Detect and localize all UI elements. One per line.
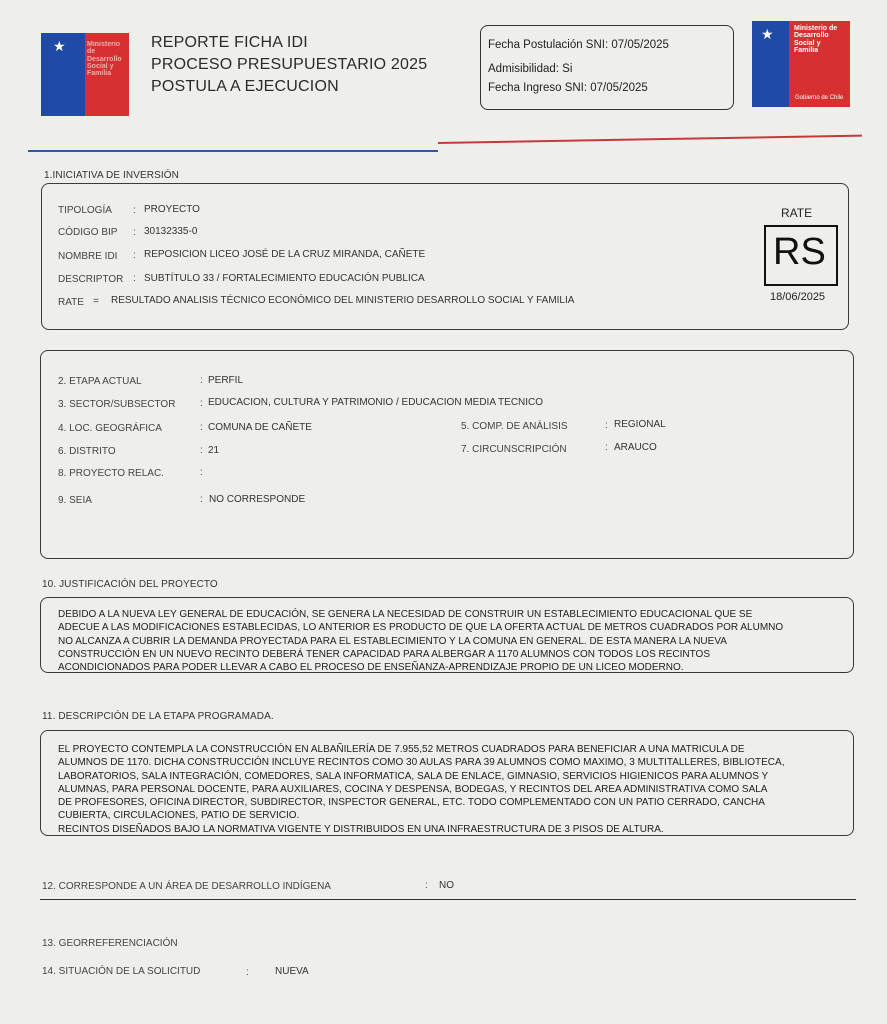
circunscripcion-label: 7. CIRCUNSCRIPCIÓN: [461, 444, 567, 455]
rate-label: RATE: [58, 297, 84, 308]
justification-line: DEBIDO A LA NUEVA LEY GENERAL DE EDUCACIÓN, SE GENERA LA NECESIDAD DE CONSTRUIR UN ESTABLECIMIENTO EDUCACIONAL QUE SE: [58, 609, 753, 620]
nombre-idi-sep: :: [133, 250, 136, 261]
justification-text: [58, 608, 844, 674]
tipologia-label: TIPOLOGÍA: [58, 205, 112, 216]
etapa-actual-value: PERFIL: [208, 375, 244, 386]
description-line: RECINTOS DISEÑADOS BAJO LA NORMATIVA VIGENTE Y DISTRIBUIDOS EN UNA INFRAESTRUCTURA DE 3 PISOS DE ALTURA.: [58, 823, 664, 835]
justification-line: CONSTRUCCIÓN EN UN NUEVO RECINTO DEBERÁ TENER CAPACIDAD PARA ALBERGAR A 1170 ALUMNOS CON TODOS LOS RECINTOS: [58, 648, 711, 660]
proyecto-relac-sep: :: [200, 467, 203, 478]
sector-value: EDUCACION, CULTURA Y PATRIMONIO / EDUCACION MEDIA TECNICO: [208, 397, 544, 408]
tipologia-value: PROYECTO: [144, 204, 200, 215]
seia-label: 9. SEIA: [58, 495, 92, 506]
request-status-label: 14. SITUACIÓN DE LA SOLICITUD: [42, 966, 201, 977]
tipologia-sep: :: [133, 205, 136, 216]
ministry-logo-right: [752, 21, 850, 107]
request-status-sep: :: [246, 967, 249, 978]
justification-line: NO ALCANZA A CUBRIR LA DEMANDA PROYECTADA PARA EL ESTABLECIMIENTO Y LA COMUNA EN GENERAL. DE ESTA MANERA LA NUEVA: [58, 635, 727, 647]
title-line-1: REPORTE FICHA IDI: [151, 34, 308, 51]
indigenous-area-sep: :: [425, 880, 428, 891]
submission-info-box: [480, 25, 734, 110]
rate-heading: RATE: [781, 206, 813, 220]
rate-result-value: RS: [773, 231, 826, 273]
seia-value: NO CORRESPONDE: [209, 494, 306, 505]
ministry-logo-left: [41, 33, 129, 116]
descriptor-value: SUBTÍTULO 33 / FORTALECIMIENTO EDUCACIÓN PUBLICA: [144, 273, 425, 284]
title-line-3: POSTULA A EJECUCION: [151, 78, 339, 95]
etapa-actual-label: 2. ETAPA ACTUAL: [58, 376, 142, 387]
sector-sep: :: [200, 398, 203, 409]
georeference-label: 13. GEORREFERENCIACIÓN: [42, 938, 178, 949]
justification-line: ADECUE A LAS MODIFICACIONES ESTABLECIDAS, LO ANTERIOR ES PRODUCTO DE QUE LA OFERTA ACTUAL DE METROS CUADRADOS POR ALUMNO: [58, 622, 784, 634]
indigenous-area-value: NO: [439, 880, 454, 891]
loc-geografica-label: 4. LOC. GEOGRÁFICA: [58, 423, 162, 434]
justification-line: ACONDICIONADOS PARA PODER LLEVAR A CABO EL PROCESO DE ENSEÑANZA-APRENDIZAJE PROPIO DE UN LICEO MODERNO.: [58, 662, 684, 674]
loc-geografica-value: COMUNA DE CAÑETE: [208, 422, 312, 433]
description-line: CUBIERTA, CIRCULACIONES, PATIO DE SERVICIO.: [58, 810, 300, 822]
proyecto-relac-label: 8. PROYECTO RELAC.: [58, 468, 164, 479]
rate-description: RESULTADO ANALISIS TÉCNICO ECONÓMICO DEL MINISTERIO DESARROLLO SOCIAL Y FAMILIA: [111, 295, 575, 306]
coat-of-arms-icon: ★: [761, 26, 774, 42]
seia-sep: :: [200, 494, 203, 505]
descriptor-sep: :: [133, 273, 136, 284]
rate-date: 18/06/2025: [770, 291, 826, 303]
section-12-rule: [40, 899, 856, 900]
indigenous-area-label: 12. CORRESPONDE A UN ÁREA DE DESARROLLO INDÍGENA: [42, 881, 331, 892]
comp-analisis-label: 5. COMP. DE ANÁLISIS: [461, 421, 568, 432]
section-1-title: 1.INICIATIVA DE INVERSIÓN: [44, 170, 179, 181]
codigo-bip-value: 30132335-0: [144, 226, 198, 237]
comp-analisis-value: REGIONAL: [614, 419, 666, 430]
section-11-title: 11. DESCRIPCIÓN DE LA ETAPA PROGRAMADA.: [42, 711, 274, 722]
etapa-actual-sep: :: [200, 375, 203, 386]
admissibility: Admisibilidad: Si: [488, 63, 573, 75]
descriptor-label: DESCRIPTOR: [58, 274, 124, 285]
circunscripcion-value: ARAUCO: [614, 442, 657, 453]
title-line-2: PROCESO PRESUPUESTARIO 2025: [151, 56, 428, 73]
entry-date: Fecha Ingreso SNI: 07/05/2025: [488, 82, 648, 94]
report-title: [151, 32, 427, 98]
circunscripcion-sep: :: [605, 442, 608, 453]
description-line: DE PROFESORES, OFICINA DIRECTOR, SUBDIRECTOR, INSPECTOR GENERAL, ETC. TODO COMPLEMENTADO CON UN PATIO CERRADO, CANCHA: [58, 797, 765, 809]
distrito-label: 6. DISTRITO: [58, 446, 116, 457]
nombre-idi-label: NOMBRE IDI: [58, 251, 118, 262]
distrito-sep: :: [200, 445, 203, 456]
distrito-value: 21: [208, 445, 220, 456]
description-line: ALUMNOS DE 1170. DICHA CONSTRUCCIÓN INCLUYE RECINTOS COMO 30 AULAS PARA 39 ALUMNOS COMO MAXIMO, 3 MULTITALLERES, BIBLIOTECA,: [58, 757, 785, 769]
description-line: EL PROYECTO CONTEMPLA LA CONSTRUCCIÓN EN ALBAÑILERÍA DE 7.955,52 METROS CUADRADOS PARA BENEFICIAR A UNA MATRICULA DE: [58, 744, 745, 755]
rate-sep: =: [93, 296, 99, 307]
left-logo-text: Ministerio de Desarrollo Social y Familia: [87, 41, 122, 78]
right-logo-footer: Gobierno de Chile: [795, 95, 844, 101]
comp-analisis-sep: :: [605, 420, 608, 431]
description-line: LABORATORIOS, SALA INTEGRACIÓN, COMEDORES, SALA INFORMATICA, SALA DE ENLACE, GIMNASIO, SERVICIOS HIGIENICOS PARA ALUMNOS Y: [58, 770, 769, 782]
codigo-bip-sep: :: [133, 227, 136, 238]
request-status-value: NUEVA: [275, 966, 309, 977]
nombre-idi-value: REPOSICION LICEO JOSÉ DE LA CRUZ MIRANDA, CAÑETE: [144, 249, 426, 260]
section-10-title: 10. JUSTIFICACIÓN DEL PROYECTO: [42, 579, 218, 590]
loc-geografica-sep: :: [200, 422, 203, 433]
coat-of-arms-icon: ★: [53, 38, 66, 54]
codigo-bip-label: CÓDIGO BIP: [58, 227, 118, 238]
right-logo-text: Ministerio de Desarrollo Social y Familia: [794, 25, 838, 55]
header-divider-red: [438, 135, 862, 144]
section-2-box: [40, 350, 854, 559]
header-divider-blue: [28, 150, 438, 152]
postulation-date: Fecha Postulación SNI: 07/05/2025: [488, 39, 669, 51]
stage-description-text: [58, 743, 844, 836]
description-line: ALUMNAS, PARA PERSONAL DOCENTE, PARA AUXILIARES, COCINA Y DESPENSA, BODEGAS, Y RECINTOS DEL AREA ADMINISTRATIVA COMO SALA: [58, 783, 768, 795]
sector-label: 3. SECTOR/SUBSECTOR: [58, 399, 176, 410]
